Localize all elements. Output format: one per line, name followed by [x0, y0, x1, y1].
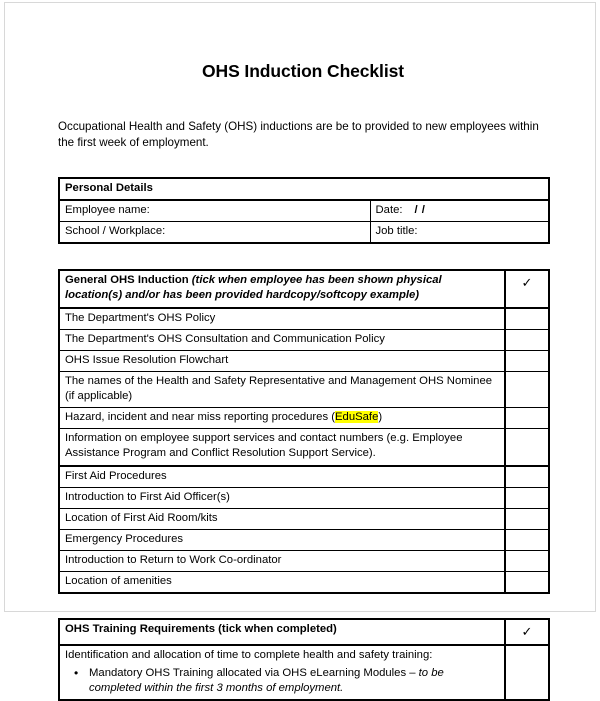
checkbox-cell[interactable]	[505, 429, 549, 466]
checklist-item-label: Introduction to First Aid Officer(s)	[59, 487, 505, 508]
job-title-label: Job title:	[375, 225, 418, 238]
training-bullet-item	[65, 666, 499, 696]
table-row	[59, 529, 549, 550]
training-bullet-plain: Mandatory OHS Training allocated via OHS eLearning Modules –	[89, 666, 419, 679]
table-row	[59, 200, 549, 222]
checklist-item-label: The names of the Health and Safety Representative and Management OHS Nominee (if applicable)	[59, 371, 505, 407]
checklist-item-label: Location of amenities	[59, 572, 505, 594]
table-row	[59, 178, 549, 200]
checklist-item-label: Information on employee support services and contact numbers (e.g. Employee Assistance Program and Conflict Resolution Support Service).	[59, 429, 505, 466]
checklist-item-label-edusafe	[59, 408, 505, 429]
checklist-item-label: First Aid Procedures	[59, 466, 505, 488]
table-row	[59, 308, 549, 330]
general-induction-header-note: (tick when employee has been shown physical location(s) and/or has been provided hardcopy/softcopy example)	[65, 274, 442, 302]
personal-details-header: Personal Details	[59, 178, 549, 200]
edusafe-text-after: )	[378, 411, 383, 424]
edusafe-text-before: Hazard, incident and near miss reporting procedures (	[65, 411, 336, 424]
training-requirements-header	[59, 619, 505, 644]
general-induction-header-title: General OHS Induction	[65, 274, 189, 287]
job-title-cell[interactable]	[370, 222, 549, 244]
checkbox-cell[interactable]	[505, 508, 549, 529]
checkbox-cell[interactable]	[505, 572, 549, 594]
document-page	[4, 2, 596, 694]
checklist-item-label: The Department's OHS Consultation and Communication Policy	[59, 329, 505, 350]
bullet-icon: •	[74, 665, 79, 680]
table-row	[59, 371, 549, 407]
school-workplace-label: School / Workplace:	[59, 222, 370, 244]
table-row	[59, 270, 549, 307]
checkbox-cell[interactable]	[505, 645, 549, 700]
checklist-item-label: Location of First Aid Room/kits	[59, 508, 505, 529]
checkbox-cell[interactable]	[505, 350, 549, 371]
personal-details-table	[58, 177, 550, 244]
checklist-item-label: OHS Issue Resolution Flowchart	[59, 350, 505, 371]
tick-column-header-icon: ✓	[505, 270, 549, 307]
training-requirements-header-note: (tick when completed)	[218, 623, 337, 636]
training-requirements-header-title: OHS Training Requirements	[65, 623, 216, 636]
employee-name-label: Employee name:	[59, 200, 370, 222]
table-row	[59, 429, 549, 466]
document-content	[58, 3, 548, 701]
general-induction-table	[58, 269, 550, 594]
table-row	[59, 408, 549, 429]
training-bullet-italic: to be completed within the first 3 months of employment.	[89, 666, 444, 694]
date-label: Date:	[375, 204, 403, 217]
checkbox-cell[interactable]	[505, 329, 549, 350]
date-value: / /	[414, 204, 426, 217]
checkbox-cell[interactable]	[505, 408, 549, 429]
table-row	[59, 329, 549, 350]
checkbox-cell[interactable]	[505, 551, 549, 572]
training-body-cell	[59, 645, 505, 700]
table-row	[59, 487, 549, 508]
table-row	[59, 619, 549, 644]
date-cell[interactable]	[370, 200, 549, 222]
table-row	[59, 572, 549, 594]
edusafe-highlight: EduSafe	[335, 411, 379, 424]
page-title: OHS Induction Checklist	[202, 61, 404, 81]
table-row	[59, 222, 549, 244]
table-row	[59, 645, 549, 700]
table-row	[59, 466, 549, 488]
general-induction-header	[59, 270, 505, 307]
training-body-lead: Identification and allocation of time to complete health and safety training:	[65, 648, 433, 661]
table-row	[59, 508, 549, 529]
checklist-item-label: Introduction to Return to Work Co-ordinator	[59, 551, 505, 572]
checkbox-cell[interactable]	[505, 466, 549, 488]
checkbox-cell[interactable]	[505, 371, 549, 407]
checklist-item-label: The Department's OHS Policy	[59, 308, 505, 330]
training-requirements-table	[58, 618, 550, 701]
table-row	[59, 350, 549, 371]
intro-paragraph: Occupational Health and Safety (OHS) inductions are be to provided to new employees within the first week of employment.	[58, 120, 539, 150]
table-row	[59, 551, 549, 572]
checklist-item-label: Emergency Procedures	[59, 529, 505, 550]
tick-column-header-icon: ✓	[505, 619, 549, 644]
checkbox-cell[interactable]	[505, 529, 549, 550]
checkbox-cell[interactable]	[505, 308, 549, 330]
checkbox-cell[interactable]	[505, 487, 549, 508]
